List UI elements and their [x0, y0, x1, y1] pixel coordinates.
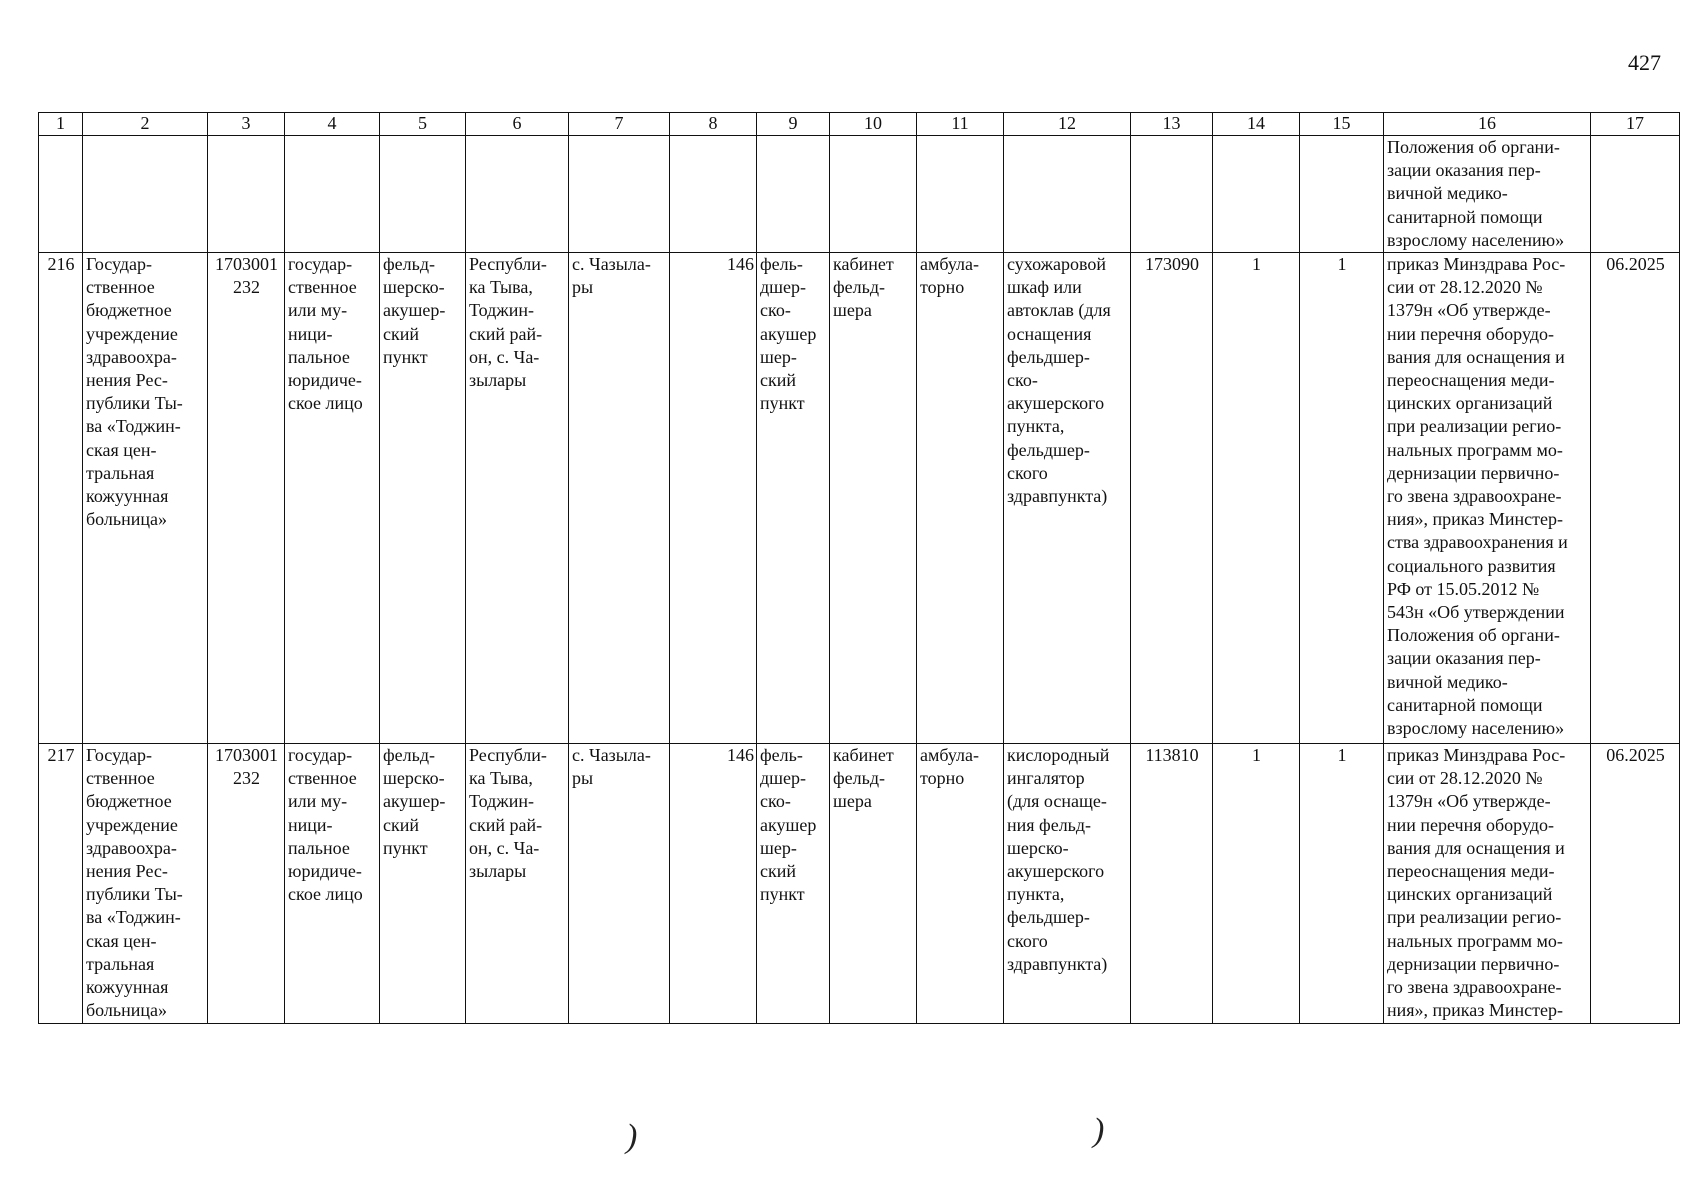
- quantity: 1: [1300, 253, 1384, 744]
- row-number: 216: [39, 253, 83, 744]
- column-number: 16: [1384, 113, 1591, 136]
- date: 06.2025: [1591, 744, 1680, 1024]
- column-number: 6: [466, 113, 569, 136]
- address: Республи- ка Тыва, Тоджин- ский рай- он, с. Ча- зылары: [466, 253, 569, 744]
- column-number: 1: [39, 113, 83, 136]
- table-cell: [285, 136, 380, 253]
- column-number: 17: [1591, 113, 1680, 136]
- table-cell: [1300, 136, 1384, 253]
- column-number: 10: [830, 113, 917, 136]
- table-cell: [1213, 136, 1300, 253]
- page-number: 427: [1628, 50, 1661, 75]
- column-number: 15: [1300, 113, 1384, 136]
- table-row: [39, 253, 1680, 744]
- column-number: 12: [1004, 113, 1131, 136]
- legal-basis: приказ Минздрава Рос- сии от 28.12.2020 № 1379н «Об утвержде- нии перечня оборудо- вания для оснащения и переоснащения меди- цинских организаций при реализации регио- нальных программ мо- дернизации первично- го звена здравоохране- ния», приказ Минстер-: [1384, 744, 1591, 1024]
- unit: фель- дшер- ско- акушер шер- ский пункт: [757, 744, 830, 1024]
- settlement: с. Чазыла- ры: [569, 744, 670, 1024]
- basis-continuation: Положения об органи- зации оказания пер- вичной медико- санитарной помощи взрослому населению»: [1384, 136, 1591, 253]
- table-cell: [757, 136, 830, 253]
- facility-type: фельд- шерско- акушер- ский пункт: [380, 744, 466, 1024]
- table-cell: [1591, 136, 1680, 253]
- column-number: 8: [670, 113, 757, 136]
- table-cell: [39, 136, 83, 253]
- organization-name: Государ- ственное бюджетное учреждение здравоохра- нения Рес- публики Ты- ва «Тоджин- ская цен- тральная кожуунная больница»: [83, 744, 208, 1024]
- column-number: 14: [1213, 113, 1300, 136]
- legal-form: государ- ственное или му- ници- пальное юридиче- ское лицо: [285, 253, 380, 744]
- column-number-row: [39, 113, 1680, 136]
- date: 06.2025: [1591, 253, 1680, 744]
- table-cell: [83, 136, 208, 253]
- okpd-code: 113810: [1131, 744, 1213, 1024]
- table-cell: [1004, 136, 1131, 253]
- table-cell: [569, 136, 670, 253]
- care-mode: амбула- торно: [917, 744, 1004, 1024]
- table-cell: [1131, 136, 1213, 253]
- column-number: 2: [83, 113, 208, 136]
- population: 146: [670, 253, 757, 744]
- table-cell: [830, 136, 917, 253]
- need-quantity: 1: [1213, 253, 1300, 744]
- organization-code: 1703001 232: [208, 744, 285, 1024]
- legal-basis: приказ Минздрава Рос- сии от 28.12.2020 № 1379н «Об утвержде- нии перечня оборудо- вания для оснащения и переоснащения меди- цинских организаций при реализации регио- нальных программ мо- дернизации первично- го звена здравоохране- ния», приказ Минстер- ства здравоохранения и социального развития РФ от 15.05.2012 № 543н «Об утверждении Положения об органи- зации оказания пер- вичной медико- санитарной помощи взрослому населению»: [1384, 253, 1591, 744]
- organization-code: 1703001 232: [208, 253, 285, 744]
- column-number: 11: [917, 113, 1004, 136]
- okpd-code: 173090: [1131, 253, 1213, 744]
- address: Республи- ка Тыва, Тоджин- ский рай- он, с. Ча- зылары: [466, 744, 569, 1024]
- table-cell: [208, 136, 285, 253]
- room: кабинет фельд- шера: [830, 253, 917, 744]
- scan-mark: ): [626, 1118, 638, 1155]
- population: 146: [670, 744, 757, 1024]
- settlement: с. Чазыла- ры: [569, 253, 670, 744]
- equipment-name: сухожаровой шкаф или автоклав (для оснащения фельдшер- ско- акушерского пункта, фельдшер- ского здравпункта): [1004, 253, 1131, 744]
- row-number: 217: [39, 744, 83, 1024]
- continuation-row: [39, 136, 1680, 253]
- quantity: 1: [1300, 744, 1384, 1024]
- column-number: 3: [208, 113, 285, 136]
- care-mode: амбула- торно: [917, 253, 1004, 744]
- table-cell: [670, 136, 757, 253]
- organization-name: Государ- ственное бюджетное учреждение здравоохра- нения Рес- публики Ты- ва «Тоджин- ская цен- тральная кожуунная больница»: [83, 253, 208, 744]
- column-number: 5: [380, 113, 466, 136]
- scan-mark: ): [1093, 1112, 1105, 1149]
- legal-form: государ- ственное или му- ници- пальное юридиче- ское лицо: [285, 744, 380, 1024]
- equipment-table: [38, 112, 1680, 1024]
- column-number: 7: [569, 113, 670, 136]
- unit: фель- дшер- ско- акушер шер- ский пункт: [757, 253, 830, 744]
- table-cell: [380, 136, 466, 253]
- table-row: [39, 744, 1680, 1024]
- room: кабинет фельд- шера: [830, 744, 917, 1024]
- equipment-name: кислородный ингалятор (для оснаще- ния фельд- шерско- акушерского пункта, фельдшер- ского здравпункта): [1004, 744, 1131, 1024]
- column-number: 13: [1131, 113, 1213, 136]
- table-cell: [466, 136, 569, 253]
- need-quantity: 1: [1213, 744, 1300, 1024]
- column-number: 4: [285, 113, 380, 136]
- table-cell: [917, 136, 1004, 253]
- column-number: 9: [757, 113, 830, 136]
- facility-type: фельд- шерско- акушер- ский пункт: [380, 253, 466, 744]
